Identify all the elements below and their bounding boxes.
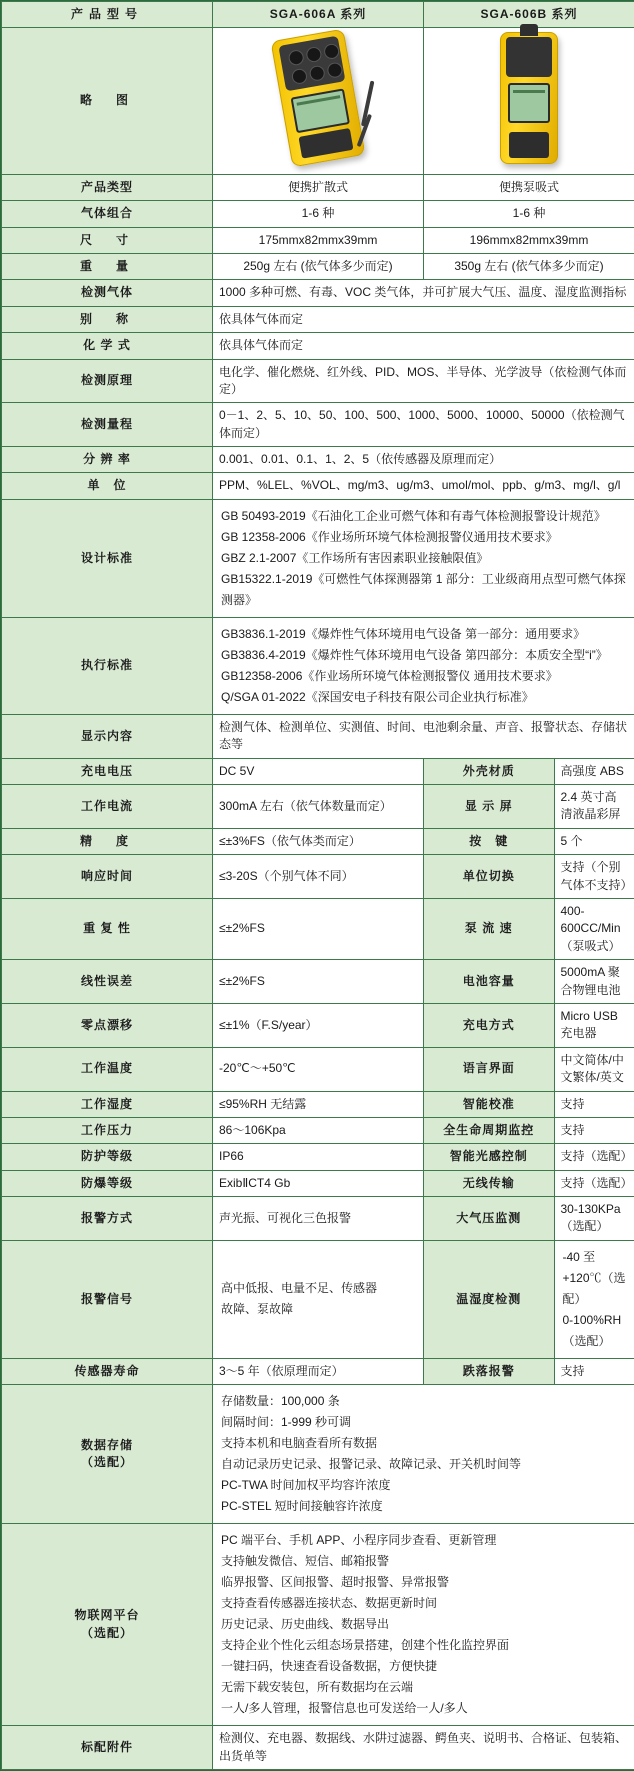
alarm-signal-label: 报警信号: [2, 1240, 213, 1358]
accessories-label: 标配附件: [2, 1726, 213, 1770]
buttons-label: 按 键: [424, 829, 554, 854]
product-type-a: 便携扩散式: [213, 174, 424, 200]
buttons-cell: [424, 828, 634, 854]
wireless-cell: [424, 1170, 634, 1196]
table-row-iot-platform: [2, 1524, 634, 1726]
model-label: 产品型号: [2, 2, 213, 28]
exec-standard-line: Q/SGA 01-2022《深国安电子科技有限公司企业执行标准》: [221, 687, 626, 708]
unit-switch-label: 单位切换: [424, 855, 554, 898]
response-time-value: ≤3-20S（个别气体不同）: [213, 855, 424, 899]
exec-standard-line: GB3836.4-2019《爆炸性气体环境用电气设备 第四部分：本质安全型“i”》: [221, 645, 626, 666]
table-row-explosion-proof: [2, 1170, 634, 1196]
protection-level-label: 防护等级: [2, 1144, 213, 1170]
formula-label: 化 学 式: [2, 333, 213, 359]
sensor-life-value: 3～5 年（依原理而定）: [213, 1358, 424, 1384]
working-humidity-value: ≤95%RH 无结露: [213, 1091, 424, 1117]
table-row-sensor-life: [2, 1358, 634, 1384]
weight-label: 重 量: [2, 253, 213, 279]
gas-combo-label: 气体组合: [2, 201, 213, 227]
table-row-header: [2, 2, 634, 28]
principle-value: 电化学、催化燃烧、红外线、PID、MOS、半导体、光学波导（依检测气体而定）: [213, 359, 634, 403]
iot-platform-line: 历史记录、历史曲线、数据导出: [221, 1614, 626, 1635]
accuracy-value: ≤±3%FS（依气体类而定）: [213, 828, 424, 854]
working-temperature-value: -20℃～+50℃: [213, 1047, 424, 1091]
light-sensor-cell: [424, 1144, 634, 1170]
iot-platform-line: 支持企业个性化云组态场景搭建，创建个性化监控界面: [221, 1635, 626, 1656]
working-humidity-label: 工作湿度: [2, 1091, 213, 1117]
working-pressure-value: 86～106Kpa: [213, 1117, 424, 1143]
display-content-value: 检测气体、检测单位、实测值、时间、电池剩余量、声音、报警状态、存储状态等: [213, 714, 634, 758]
zero-drift-value: ≤±1%（F.S/year）: [213, 1003, 424, 1047]
charge-method-value: Micro USB 充电器: [554, 1004, 634, 1047]
charge-method-label: 充电方式: [424, 1004, 554, 1047]
exec-standard-line: GB12358-2006《作业场所环境气体检测报警仪 通用技术要求》: [221, 666, 626, 687]
linearity-error-label: 线性误差: [2, 960, 213, 1004]
gas-combo-b: 1-6 种: [424, 201, 634, 227]
alarm-method-value: 声光振、可视化三色报警: [213, 1197, 424, 1241]
iot-platform-line: 无需下载安装包，所有数据均在云端: [221, 1677, 626, 1698]
exec-standard-value: [213, 617, 634, 714]
accuracy-label: 精 度: [2, 828, 213, 854]
lifecycle-monitor-label: 全生命周期监控: [424, 1118, 554, 1143]
table-row-diagram: [2, 28, 634, 174]
table-row-unit: [2, 473, 634, 499]
detect-gas-value: 1000 多种可燃、有毒、VOC 类气体，并可扩展大气压、温度、湿度监测指标: [213, 280, 634, 306]
detector-pump-illustration: [500, 32, 558, 164]
data-storage-line: 间隔时间：1-999 秒可调: [221, 1412, 626, 1433]
table-row-gas-combo: [2, 201, 634, 227]
drop-alarm-label: 跌落报警: [424, 1359, 554, 1384]
alarm-signal-line: 故障、泵故障: [221, 1299, 415, 1320]
table-row-weight: [2, 253, 634, 279]
pump-flow-value: 400-600CC/Min（泵吸式）: [554, 899, 634, 959]
table-row-working-pressure: [2, 1117, 634, 1143]
weight-b: 350g 左右 (依气体多少而定): [424, 253, 634, 279]
alarm-signal-value: [213, 1240, 424, 1358]
charge-voltage-value: DC 5V: [213, 758, 424, 784]
table-row-linearity-error: [2, 960, 634, 1004]
drop-alarm-cell: [424, 1358, 634, 1384]
iot-platform-label: [2, 1524, 213, 1726]
table-row-working-humidity: [2, 1091, 634, 1117]
table-row-charge-voltage: [2, 758, 634, 784]
table-row-alias: [2, 306, 634, 332]
iot-platform-label-line2: （选配）: [8, 1625, 206, 1642]
display-screen-value: 2.4 英寸高清液晶彩屏: [554, 785, 634, 828]
display-screen-label: 显 示 屏: [424, 785, 554, 828]
protection-level-value: IP66: [213, 1144, 424, 1170]
light-sensor-value: 支持（选配）: [554, 1144, 634, 1169]
air-pressure-cell: [424, 1197, 634, 1241]
iot-platform-value: [213, 1524, 634, 1726]
working-current-label: 工作电流: [2, 785, 213, 829]
table-row-principle: [2, 359, 634, 403]
weight-a: 250g 左右 (依气体多少而定): [213, 253, 424, 279]
table-row-range: [2, 403, 634, 447]
exec-standard-label: 执行标准: [2, 617, 213, 714]
iot-platform-line: 支持触发微信、短信、邮箱报警: [221, 1551, 626, 1572]
size-a: 175mmx82mmx39mm: [213, 227, 424, 253]
zero-drift-label: 零点漂移: [2, 1003, 213, 1047]
pump-flow-cell: [424, 898, 634, 959]
size-label: 尺 寸: [2, 227, 213, 253]
display-screen-cell: [424, 785, 634, 829]
alias-label: 别 称: [2, 306, 213, 332]
formula-value: 依具体气体而定: [213, 333, 634, 359]
lifecycle-monitor-cell: [424, 1117, 634, 1143]
shell-material-value: 高强度 ABS: [554, 759, 634, 784]
table-row-protection-level: [2, 1144, 634, 1170]
temp-humidity-value: [554, 1241, 634, 1358]
product-image-a: [213, 28, 424, 174]
buttons-value: 5 个: [554, 829, 634, 854]
table-row-design-standard: [2, 499, 634, 617]
alias-value: 依具体气体而定: [213, 306, 634, 332]
alarm-signal-line: 高中低报、电量不足、传感器: [221, 1278, 415, 1299]
shell-material-label: 外壳材质: [424, 759, 554, 784]
smart-calibration-cell: [424, 1091, 634, 1117]
temp-humidity-label: 温湿度检测: [424, 1241, 554, 1358]
temp-humidity-line: 0-100%RH （选配）: [563, 1310, 627, 1352]
response-time-label: 响应时间: [2, 855, 213, 899]
iot-platform-line: PC 端平台、手机 APP、小程序同步查看、更新管理: [221, 1530, 626, 1551]
product-type-label: 产品类型: [2, 174, 213, 200]
exec-standard-line: GB3836.1-2019《爆炸性气体环境用电气设备 第一部分：通用要求》: [221, 624, 626, 645]
iot-platform-line: 临界报警、区间报警、超时报警、异常报警: [221, 1572, 626, 1593]
table-row-repeatability: [2, 898, 634, 959]
design-standard-line: GB 50493-2019《石油化工企业可燃气体和有毒气体检测报警设计规范》: [221, 506, 626, 527]
principle-label: 检测原理: [2, 359, 213, 403]
drop-alarm-value: 支持: [554, 1359, 634, 1384]
resolution-label: 分 辨 率: [2, 447, 213, 473]
display-content-label: 显示内容: [2, 714, 213, 758]
design-standard-line: GBZ 2.1-2007《工作场所有害因素职业接触限值》: [221, 548, 626, 569]
sensor-life-label: 传感器寿命: [2, 1358, 213, 1384]
unit-label: 单 位: [2, 473, 213, 499]
data-storage-label-line2: （选配）: [8, 1454, 206, 1471]
spec-table: [1, 1, 634, 1770]
gas-combo-a: 1-6 种: [213, 201, 424, 227]
table-row-size: [2, 227, 634, 253]
design-standard-label: 设计标准: [2, 499, 213, 617]
data-storage-line: PC-STEL 短时间接触容许浓度: [221, 1496, 626, 1517]
air-pressure-label: 大气压监测: [424, 1197, 554, 1240]
design-standard-line: GB15322.1-2019《可燃性气体探测器第 1 部分：工业级商用点型可燃气体探测器》: [221, 569, 626, 611]
explosion-proof-value: ExibⅡCT4 Gb: [213, 1170, 424, 1196]
design-standard-value: [213, 499, 634, 617]
battery-capacity-value: 5000mA 聚合物锂电池: [554, 960, 634, 1003]
accessories-value: 检测仪、充电器、数据线、水阱过滤器、鳄鱼夹、说明书、合格证、包装箱、出货单等: [213, 1726, 634, 1770]
detector-diffusion-illustration: [281, 34, 355, 162]
table-row-working-temperature: [2, 1047, 634, 1091]
repeatability-label: 重 复 性: [2, 898, 213, 959]
product-type-b: 便携泵吸式: [424, 174, 634, 200]
table-row-working-current: [2, 785, 634, 829]
product-image-b: [424, 28, 634, 174]
header-col-b: SGA-606B 系列: [424, 2, 634, 28]
table-row-resolution: [2, 447, 634, 473]
charge-method-cell: [424, 1003, 634, 1047]
table-row-accessories: [2, 1726, 634, 1770]
table-row-response-time: [2, 855, 634, 899]
table-row-formula: [2, 333, 634, 359]
data-storage-value: [213, 1385, 634, 1524]
diagram-label: 略 图: [2, 28, 213, 174]
table-row-data-storage: [2, 1385, 634, 1524]
table-row-product-type: [2, 174, 634, 200]
table-row-accuracy: [2, 828, 634, 854]
detect-gas-label: 检测气体: [2, 280, 213, 306]
data-storage-line: PC-TWA 时间加权平均容许浓度: [221, 1475, 626, 1496]
language-cell: [424, 1047, 634, 1091]
lifecycle-monitor-value: 支持: [554, 1118, 634, 1143]
repeatability-value: ≤±2%FS: [213, 898, 424, 959]
data-storage-line: 支持本机和电脑查看所有数据: [221, 1433, 626, 1454]
alarm-method-label: 报警方式: [2, 1197, 213, 1241]
unit-switch-value: 支持（个别气体不支持）: [554, 855, 634, 898]
table-row-detect-gas: [2, 280, 634, 306]
table-row-display-content: [2, 714, 634, 758]
table-row-alarm-signal: [2, 1240, 634, 1358]
linearity-error-value: ≤±2%FS: [213, 960, 424, 1004]
table-row-exec-standard: [2, 617, 634, 714]
wireless-value: 支持（选配）: [554, 1171, 634, 1196]
size-b: 196mmx82mmx39mm: [424, 227, 634, 253]
smart-calibration-value: 支持: [554, 1092, 634, 1117]
air-pressure-value: 30-130KPa（选配）: [554, 1197, 634, 1240]
resolution-value: 0.001、0.01、0.1、1、2、5（依传感器及原理而定）: [213, 447, 634, 473]
table-row-zero-drift: [2, 1003, 634, 1047]
working-pressure-label: 工作压力: [2, 1117, 213, 1143]
range-label: 检测量程: [2, 403, 213, 447]
header-col-a: SGA-606A 系列: [213, 2, 424, 28]
data-storage-label-line1: 数据存储: [8, 1437, 206, 1454]
charge-voltage-label: 充电电压: [2, 758, 213, 784]
iot-platform-line: 一人/多人管理，报警信息也可发送给一人/多人: [221, 1698, 626, 1719]
table-row-alarm-method: [2, 1197, 634, 1241]
wireless-label: 无线传输: [424, 1171, 554, 1196]
temp-humidity-line: -40 至+120℃（选配）: [563, 1247, 627, 1310]
range-value: 0－1、2、5、10、50、100、500、1000、5000、10000、50000（依检测气体而定）: [213, 403, 634, 447]
temp-humidity-cell: [424, 1240, 634, 1358]
language-value: 中文简体/中文繁体/英文: [554, 1048, 634, 1091]
smart-calibration-label: 智能校准: [424, 1092, 554, 1117]
iot-platform-label-line1: 物联网平台: [8, 1607, 206, 1624]
battery-capacity-label: 电池容量: [424, 960, 554, 1003]
data-storage-line: 存储数量：100,000 条: [221, 1391, 626, 1412]
shell-material-cell: [424, 758, 634, 784]
battery-capacity-cell: [424, 960, 634, 1004]
working-current-value: 300mA 左右（依气体数量而定）: [213, 785, 424, 829]
explosion-proof-label: 防爆等级: [2, 1170, 213, 1196]
pump-flow-label: 泵 流 速: [424, 899, 554, 959]
light-sensor-label: 智能光感控制: [424, 1144, 554, 1169]
working-temperature-label: 工作温度: [2, 1047, 213, 1091]
iot-platform-line: 一键扫码，快速查看设备数据，方便快捷: [221, 1656, 626, 1677]
unit-value: PPM、%LEL、%VOL、mg/m3、ug/m3、umol/mol、ppb、g/m3、mg/l、g/l: [213, 473, 634, 499]
data-storage-label: [2, 1385, 213, 1524]
design-standard-line: GB 12358-2006《作业场所环境气体检测报警仪通用技术要求》: [221, 527, 626, 548]
data-storage-line: 自动记录历史记录、报警记录、故障记录、开关机时间等: [221, 1454, 626, 1475]
language-label: 语言界面: [424, 1048, 554, 1091]
unit-switch-cell: [424, 855, 634, 899]
iot-platform-line: 支持查看传感器连接状态、数据更新时间: [221, 1593, 626, 1614]
